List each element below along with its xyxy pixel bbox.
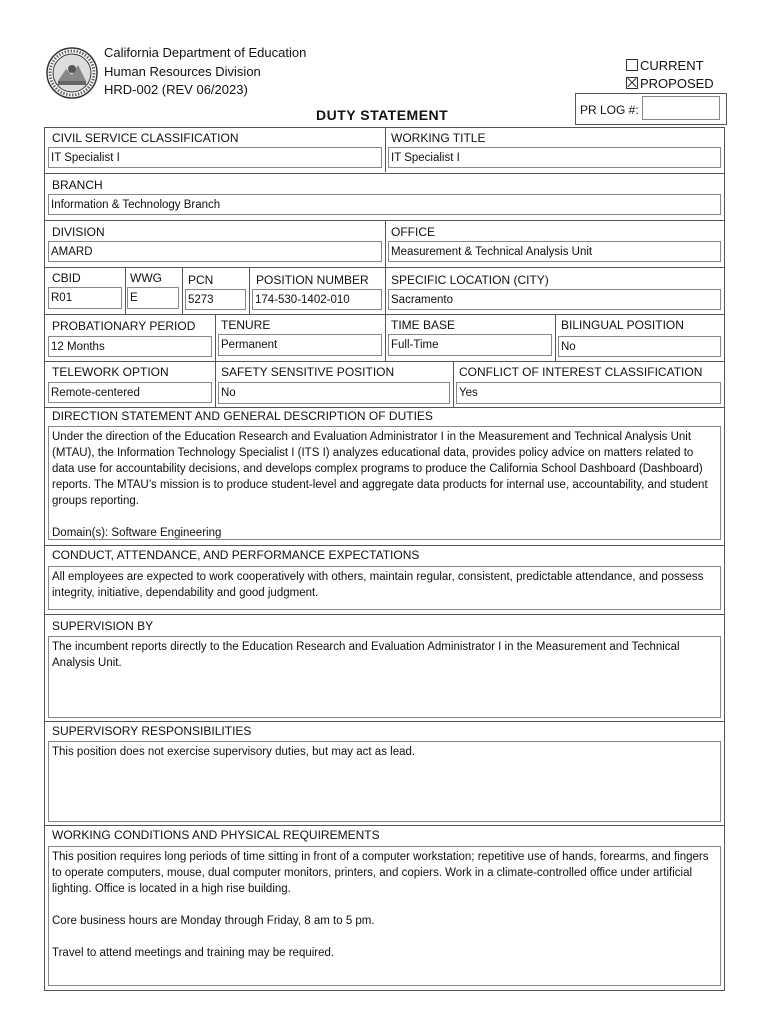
supervision-field[interactable] <box>48 636 721 718</box>
safety-field[interactable]: No <box>218 382 450 404</box>
classification-label: CIVIL SERVICE CLASSIFICATION <box>52 131 239 145</box>
divider <box>385 221 386 267</box>
branch-label: BRANCH <box>52 178 103 192</box>
probationary-label: PROBATIONARY PERIOD <box>52 319 196 333</box>
conduct-text: All employees are expected to work cooperatively with others, maintain regular, consistent, predictable attendance, and possess integrity, initiative, dependability and good judgment. <box>52 571 704 599</box>
working-paragraph-1: This position requires long periods of time sitting in front of a computer workstation; repetitive use of hands, forearms, and fingers to operate computers, mouse, dual computer monitors, printers, and copiers. Work in a climate-controlled office under artificial lighting. Office is located in a high rise building. <box>52 851 709 895</box>
divider <box>453 362 454 408</box>
bilingual-field[interactable]: No <box>558 336 721 357</box>
working-field[interactable] <box>48 846 721 986</box>
divider <box>125 268 126 314</box>
probationary-field[interactable]: 12 Months <box>48 336 212 357</box>
divider <box>44 614 725 615</box>
pr-log-label: PR LOG #: <box>580 103 639 117</box>
location-label: SPECIFIC LOCATION (CITY) <box>391 273 549 287</box>
position-number-field[interactable]: 174-530-1402-010 <box>252 289 382 310</box>
divider <box>385 268 386 314</box>
division-field[interactable]: AMARD <box>48 241 382 262</box>
conduct-field[interactable] <box>48 566 721 610</box>
time-base-label: TIME BASE <box>391 318 456 332</box>
pr-log-input[interactable] <box>642 96 720 120</box>
direction-domain: Domain(s): Software Engineering <box>52 527 222 539</box>
working-title-label: WORKING TITLE <box>391 131 486 145</box>
division-label: DIVISION <box>52 225 105 239</box>
pcn-field[interactable]: 5273 <box>185 289 246 310</box>
working-paragraph-3: Travel to attend meetings and training may be required. <box>52 947 335 959</box>
proposed-label: PROPOSED <box>640 76 714 91</box>
telework-field[interactable]: Remote-centered <box>48 382 212 403</box>
supervision-text: The incumbent reports directly to the Education Research and Evaluation Administrator I in the Measurement and Technical Analysis Unit. <box>52 641 680 669</box>
supervisory-field[interactable] <box>48 741 721 822</box>
supervision-label: SUPERVISION BY <box>52 619 154 633</box>
form-id: HRD-002 (REV 06/2023) <box>104 82 248 97</box>
working-paragraph-2: Core business hours are Monday through Friday, 8 am to 5 pm. <box>52 915 375 927</box>
divider <box>555 315 556 362</box>
divider <box>44 173 725 174</box>
divider <box>385 315 386 362</box>
branch-field[interactable]: Information & Technology Branch <box>48 194 721 215</box>
divider <box>215 362 216 408</box>
divider <box>44 361 725 362</box>
classification-field[interactable]: IT Specialist I <box>48 147 382 168</box>
state-seal-icon <box>46 47 98 99</box>
position-number-label: POSITION NUMBER <box>256 273 369 287</box>
working-label: WORKING CONDITIONS AND PHYSICAL REQUIREMENTS <box>52 828 380 842</box>
tenure-field[interactable]: Permanent <box>218 334 382 356</box>
divider <box>385 128 386 172</box>
wwg-label: WWG <box>130 271 162 285</box>
page-title: DUTY STATEMENT <box>316 107 449 123</box>
division-name: Human Resources Division <box>104 64 261 79</box>
supervisory-label: SUPERVISORY RESPONSIBILITIES <box>52 724 252 738</box>
divider <box>182 268 183 314</box>
divider <box>249 268 250 314</box>
telework-label: TELEWORK OPTION <box>52 365 169 379</box>
direction-label: DIRECTION STATEMENT AND GENERAL DESCRIPTION OF DUTIES <box>52 409 433 423</box>
supervisory-text: This position does not exercise supervisory duties, but may act as lead. <box>52 746 416 758</box>
safety-label: SAFETY SENSITIVE POSITION <box>221 365 395 379</box>
current-option[interactable] <box>626 58 704 74</box>
divider <box>44 407 725 408</box>
time-base-field[interactable]: Full-Time <box>388 334 552 356</box>
working-title-field[interactable]: IT Specialist I <box>388 147 721 168</box>
conflict-label: CONFLICT OF INTEREST CLASSIFICATION <box>459 365 703 379</box>
current-checkbox[interactable] <box>626 59 638 71</box>
cbid-label: CBID <box>52 271 81 285</box>
direction-paragraph: Under the direction of the Education Research and Evaluation Administrator I in the Measurement and Technical Analysis Unit (MTAU), the Information Technology Specialist I (ITS I) analyzes educational data, provides policy advice on matters related to data use for accountability decisions, and develops complex programs to produce the California School Dashboard (Dashboard) reports. The MTAU’s mission is to produce student-level and aggregate data products for internal use, accountability, and student groups reporting. <box>52 431 708 507</box>
proposed-checkbox[interactable] <box>626 77 638 89</box>
divider <box>44 721 725 722</box>
divider <box>44 825 725 826</box>
current-label: CURRENT <box>640 58 704 73</box>
proposed-option[interactable] <box>626 76 714 92</box>
conflict-field[interactable]: Yes <box>456 382 721 404</box>
pcn-label: PCN <box>188 273 214 287</box>
tenure-label: TENURE <box>221 318 271 332</box>
wwg-field[interactable]: E <box>127 287 179 309</box>
cbid-field[interactable]: R01 <box>48 287 122 309</box>
divider <box>44 545 725 546</box>
office-field[interactable]: Measurement & Technical Analysis Unit <box>388 241 721 262</box>
divider <box>215 315 216 362</box>
location-field[interactable]: Sacramento <box>388 289 721 310</box>
conduct-label: CONDUCT, ATTENDANCE, AND PERFORMANCE EXPECTATIONS <box>52 548 420 562</box>
agency-name: California Department of Education <box>104 45 307 60</box>
direction-field[interactable] <box>48 426 721 540</box>
bilingual-label: BILINGUAL POSITION <box>561 318 684 332</box>
office-label: OFFICE <box>391 225 435 239</box>
